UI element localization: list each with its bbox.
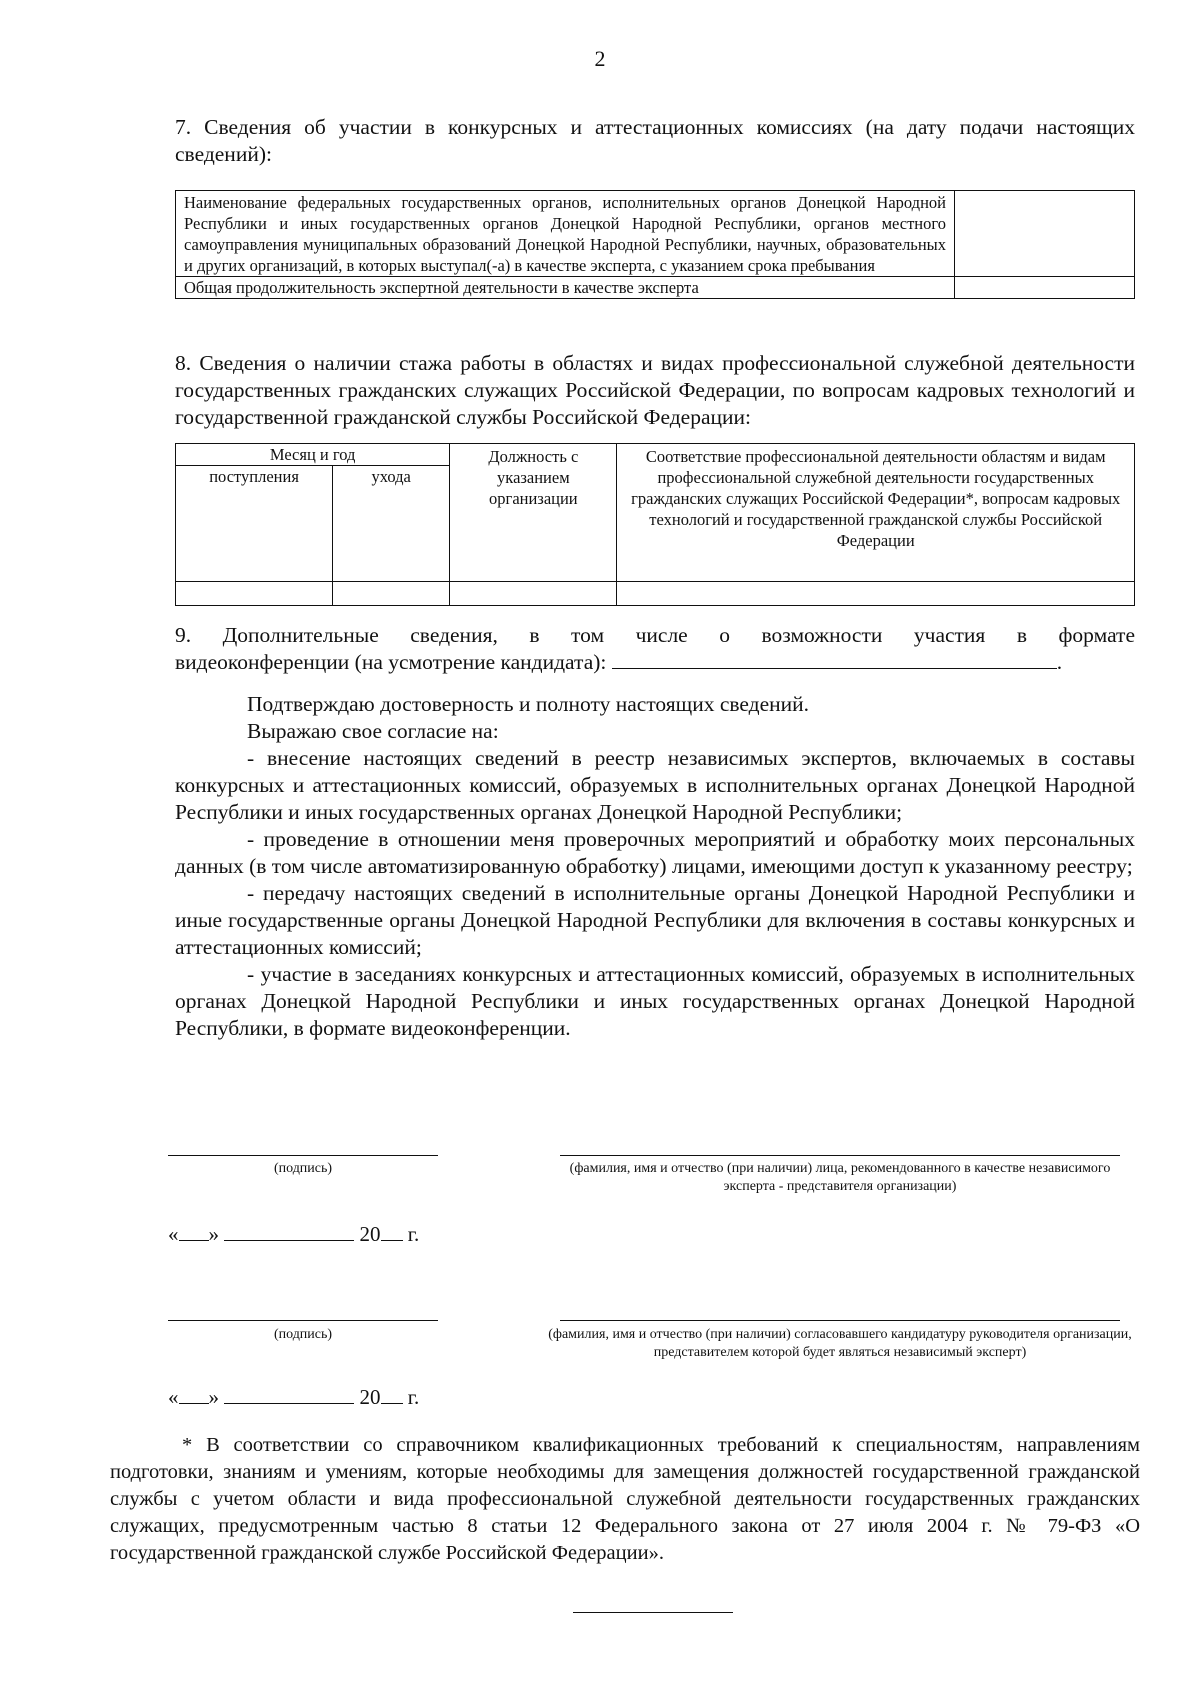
date-day-2[interactable] bbox=[179, 1385, 209, 1404]
signature-line-2[interactable] bbox=[168, 1320, 438, 1321]
signature-label-2: (подпись) bbox=[273, 1327, 333, 1342]
date-line-2 bbox=[168, 1385, 498, 1410]
year-prefix-2: 20 bbox=[359, 1385, 381, 1409]
section9 bbox=[175, 622, 1135, 676]
section9-answer-field[interactable] bbox=[612, 650, 1057, 669]
date-day-1[interactable] bbox=[179, 1222, 209, 1241]
date-month-1[interactable] bbox=[224, 1222, 354, 1241]
col-month-year: Месяц и год bbox=[176, 444, 450, 466]
year-suffix-2: г. bbox=[407, 1385, 420, 1409]
date-line-1 bbox=[168, 1222, 498, 1247]
empty-cell-match[interactable] bbox=[617, 582, 1135, 606]
signature-label-1: (подпись) bbox=[273, 1161, 333, 1176]
section9-line1: 9. Дополнительные сведения, в том числе о возможности участия в формате bbox=[175, 623, 1135, 647]
signature-line-1[interactable] bbox=[168, 1155, 438, 1156]
footnote: * В соответствии со справочником квалификационных требований к специальностям, направлениям подготовки, знаниям и умениям, которые необходимы для замещения должностей государственной гражданской службы с учетом области и вида профессиональной служебной деятельности государственных гражданских служащих, предусмотренным частью 8 статьи 12 Федерального закона от 27 июля 2004 г. № 79-ФЗ «О государственной гражданской службе Российской Федерации». bbox=[110, 1434, 1140, 1564]
empty-cell-start[interactable] bbox=[176, 582, 333, 606]
section7-duration-value-cell[interactable] bbox=[955, 277, 1135, 299]
date-close-1: » bbox=[208, 1222, 219, 1246]
expert-name-line[interactable] bbox=[560, 1155, 1120, 1156]
consent-item-1: - внесение настоящих сведений в реестр независимых экспертов, включаемых в составы конкурсных и аттестационных комиссий, образуемых в исполнительных органах Донецкой Народной Республики и иных государственных органах Донецкой Народной Республики; bbox=[175, 746, 1135, 824]
section8-heading: 8. Сведения о наличии стажа работы в областях и видах профессиональной служебной деятельности государственных гражданских служащих Российской Федерации, по вопросам кадровых технологий и государственной гражданской службы Российской Федерации: bbox=[175, 351, 1135, 429]
consent-confirm: Подтверждаю достоверность и полноту настоящих сведений. bbox=[247, 692, 810, 716]
year-suffix-1: г. bbox=[407, 1222, 420, 1246]
section9-line2: видеоконференции (на усмотрение кандидата): bbox=[175, 650, 607, 674]
consent-item-3: - передачу настоящих сведений в исполнительные органы Донецкой Народной Республики и иные государственные органы Донецкой Народной Республики для включения в составы конкурсных и аттестационных комиссий; bbox=[175, 881, 1135, 959]
date-year-1[interactable] bbox=[381, 1222, 403, 1241]
head-name-line[interactable] bbox=[560, 1320, 1120, 1321]
date-year-2[interactable] bbox=[381, 1385, 403, 1404]
empty-cell-end[interactable] bbox=[333, 582, 450, 606]
consent-block bbox=[175, 691, 1135, 1042]
date-close-2: » bbox=[208, 1385, 219, 1409]
year-prefix-1: 20 bbox=[359, 1222, 381, 1246]
head-name-caption: (фамилия, имя и отчество (при наличии) согласовавшего кандидатуру руководителя организации, представителем которой будет являться независимый эксперт) bbox=[548, 1327, 1132, 1360]
consent-item-4: - участие в заседаниях конкурсных и аттестационных комиссий, образуемых в исполнительных органах Донецкой Народной Республики и иных государственных органах Донецкой Народной Республики, в формате видеоконференции. bbox=[175, 962, 1135, 1040]
section8-table bbox=[175, 443, 1135, 606]
section9-line2-wrap bbox=[175, 649, 1135, 676]
section9-end: . bbox=[1056, 650, 1063, 674]
col-end: ухода bbox=[333, 466, 450, 582]
section7-row-bodies: Наименование федеральных государственных органов, исполнительных органов Донецкой Народной Республики и иных государственных органов Донецкой Народной Республики, органов местного самоуправления муниципальных образований Донецкой Народной Республики, научных, образовательных и других организаций, в которых выступал(-а) в качестве эксперта, с указанием срока пребывания bbox=[176, 191, 955, 277]
date-open-2: « bbox=[168, 1385, 179, 1409]
col-position: Должность с указанием организации bbox=[450, 444, 617, 582]
page-number: 2 bbox=[594, 46, 606, 71]
col-start: поступления bbox=[176, 466, 333, 582]
date-month-2[interactable] bbox=[224, 1385, 354, 1404]
consent-agree: Выражаю свое согласие на: bbox=[247, 719, 499, 743]
section7-value-cell[interactable] bbox=[955, 191, 1135, 277]
consent-item-2: - проведение в отношении меня проверочных мероприятий и обработку моих персональных данных (в том числе автоматизированную обработку) лицами, имеющими доступ к указанному реестру; bbox=[175, 827, 1135, 878]
section7-heading: 7. Сведения об участии в конкурсных и аттестационных комиссиях (на дату подачи настоящих сведений): bbox=[175, 115, 1135, 166]
section7-row-duration: Общая продолжительность экспертной деятельности в качестве эксперта bbox=[176, 277, 955, 299]
expert-name-caption: (фамилия, имя и отчество (при наличии) лица, рекомендованного в качестве независимого эксперта - представителя организации) bbox=[569, 1161, 1111, 1194]
end-divider bbox=[573, 1612, 733, 1613]
date-open-1: « bbox=[168, 1222, 179, 1246]
empty-cell-position[interactable] bbox=[450, 582, 617, 606]
col-match: Соответствие профессиональной деятельности областям и видам профессиональной служебной деятельности государственных гражданских служащих Российской Федерации*, вопросам кадровых технологий и государственной гражданской службы Российской Федерации bbox=[617, 444, 1135, 582]
section7-table bbox=[175, 190, 1135, 299]
